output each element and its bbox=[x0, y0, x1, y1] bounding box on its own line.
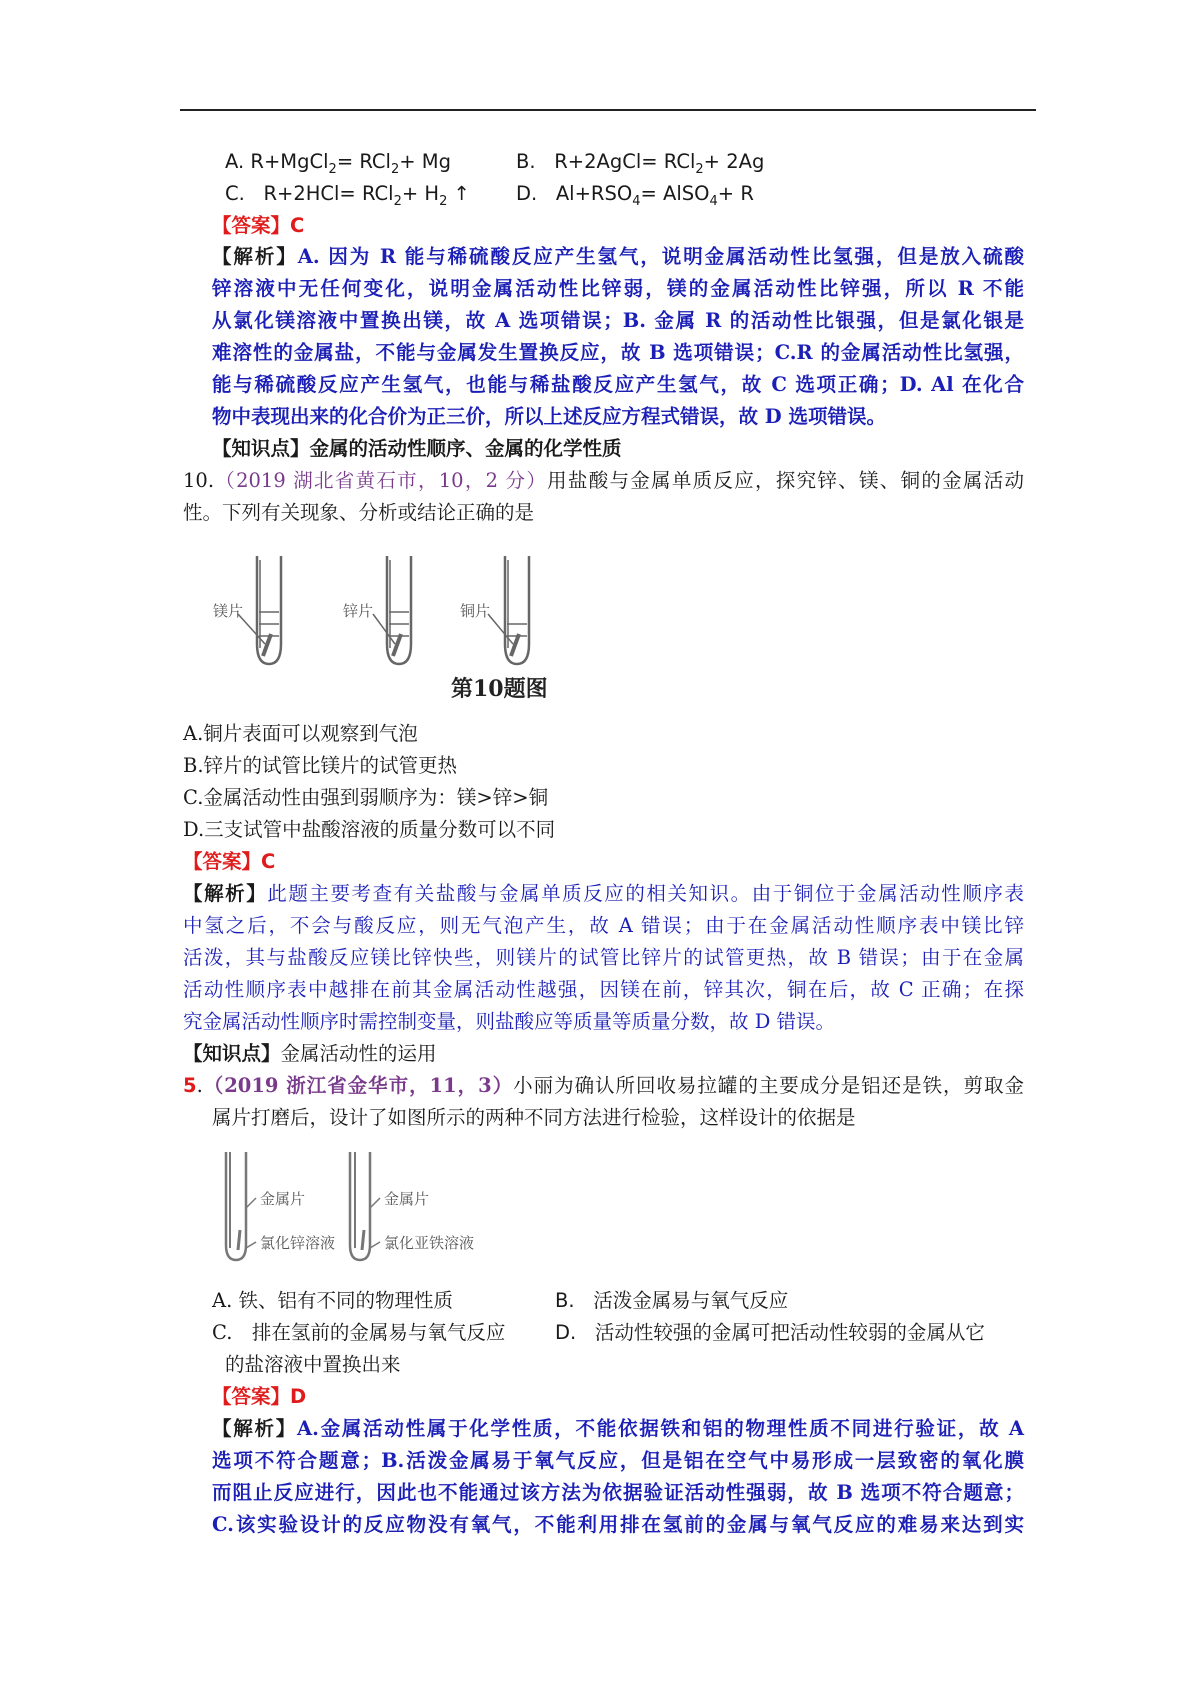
q10-stem: 10.（2019 湖北省黄石市，10，2 分）用盐酸与金属单质反应，探究锌、镁、铜的金属活动 bbox=[183, 469, 1024, 492]
label-metal-strip-2: 金属片 bbox=[384, 1190, 430, 1208]
q9-answer: 【答案】C bbox=[212, 214, 305, 237]
q5-option-c: C. 排在氢前的金属易与氧气反应 bbox=[212, 1321, 506, 1344]
label-ferrous-chloride-solution: 氯化亚铁溶液 bbox=[384, 1234, 475, 1252]
q10-answer: 【答案】C bbox=[183, 850, 276, 873]
q10-test-tube-figure bbox=[213, 552, 553, 672]
q10-analysis-line: 究金属活动性顺序时需控制变量，则盐酸应等质量等质量分数，故 D 错误。 bbox=[183, 1010, 836, 1033]
q10-figure-caption: 第10题图 bbox=[451, 676, 548, 702]
label-copper-strip: 铜片 bbox=[460, 602, 491, 620]
q9-analysis-line: 难溶性的金属盐，不能与金属发生置换反应，故 B 选项错误；C.R 的金属活动性比氢强， bbox=[212, 341, 1024, 364]
q5-option-d: D. 活动性较强的金属可把活动性较弱的金属从它 bbox=[555, 1321, 985, 1344]
q5-analysis-line: 【解析】A.金属活动性属于化学性质，不能依据铁和铝的物理性质不同进行验证，故 A bbox=[212, 1417, 1024, 1440]
q10-option-b: B.锌片的试管比镁片的试管更热 bbox=[183, 754, 458, 777]
q10-analysis-line: 【解析】此题主要考查有关盐酸与金属单质反应的相关知识。由于铜位于金属活动性顺序表 bbox=[183, 882, 1024, 905]
q5-stem-line-2: 属片打磨后，设计了如图所示的两种不同方法进行检验，这样设计的依据是 bbox=[212, 1106, 856, 1129]
header-rule bbox=[180, 109, 1036, 111]
q5-stem: 5.（2019 浙江省金华市，11，3）小丽为确认所回收易拉罐的主要成分是铝还是铁，剪取金 bbox=[183, 1074, 1024, 1097]
q9-analysis-line: 锌溶液中无任何变化，说明金属活动性比锌弱，镁的金属活动性比锌强，所以 R 不能 bbox=[212, 277, 1024, 300]
q9-analysis-line: 物中表现出来的化合价为正三价，所以上述反应方程式错误，故 D 选项错误。 bbox=[212, 405, 886, 428]
q10-analysis-line: 活动性顺序表中越排在前其金属活动性越强，因镁在前，锌其次，铜在后，故 C 正确；在探 bbox=[183, 978, 1024, 1001]
q5-experiment-figure bbox=[210, 1150, 510, 1265]
q9-option-d: D. $Al+RSO_4=$ AlSO$_4$+ R bbox=[516, 182, 754, 209]
q5-option-d-continued: 的盐溶液中置换出来 bbox=[225, 1353, 401, 1376]
q10-option-d: D.三支试管中盐酸溶液的质量分数可以不同 bbox=[183, 818, 556, 841]
label-zinc-chloride-solution: 氯化锌溶液 bbox=[260, 1234, 336, 1252]
label-metal-strip-1: 金属片 bbox=[260, 1190, 306, 1208]
q5-analysis-line: C.该实验设计的反应物没有氧气，不能利用排在氢前的金属与氧气反应的难易来达到实 bbox=[212, 1513, 1024, 1536]
q9-option-c: C. $R+2HCl= RCl_2+ H_2$ ↑ bbox=[225, 182, 470, 209]
q10-analysis-line: 中氢之后，不会与酸反应，则无气泡产生，故 A 错误；由于在金属活动性顺序表中镁比锌 bbox=[183, 914, 1024, 937]
q5-answer: 【答案】D bbox=[212, 1385, 307, 1408]
q9-knowledge: 【知识点】金属的活动性顺序、金属的化学性质 bbox=[212, 437, 622, 460]
q5-analysis-line: 而阻止反应进行，因此也不能通过该方法为依据验证活动性强弱，故 B 选项不符合题意； bbox=[212, 1481, 1024, 1504]
q9-option-b: B. R+2AgCl= RCl$_2$+ 2Ag bbox=[516, 150, 765, 177]
q9-analysis-line: 从氯化镁溶液中置换出镁，故 A 选项错误；B. 金属 R 的活动性比银强，但是氯化银是 bbox=[212, 309, 1024, 332]
q5-option-b: B. 活泼金属易与氧气反应 bbox=[555, 1289, 789, 1312]
q5-option-a: A. 铁、铝有不同的物理性质 bbox=[212, 1289, 453, 1312]
q9-analysis-line: 【解析】A. 因为 R 能与稀硫酸反应产生氢气，说明金属活动性比氢强，但是放入硫酸 bbox=[212, 245, 1024, 268]
q9-option-a: A. R+MgCl$_2$= RCl$_2$+ Mg bbox=[225, 150, 451, 177]
label-zinc-strip: 锌片 bbox=[343, 602, 374, 620]
q9-analysis-line: 能与稀硫酸反应产生氢气，也能与稀盐酸反应产生氢气，故 C 选项正确；D. Al 在化合 bbox=[212, 373, 1024, 396]
q5-analysis-line: 选项不符合题意；B.活泼金属易于氧气反应，但是铝在空气中易形成一层致密的氧化膜 bbox=[212, 1449, 1024, 1472]
q10-stem-line-2: 性。下列有关现象、分析或结论正确的是 bbox=[183, 501, 535, 524]
q10-analysis-line: 活泼，其与盐酸反应镁比锌快些，则镁片的试管比锌片的试管更热，故 B 错误；由于在金属 bbox=[183, 946, 1024, 969]
q10-option-c: C.金属活动性由强到弱顺序为：镁>锌>铜 bbox=[183, 786, 549, 809]
q10-knowledge: 【知识点】金属活动性的运用 bbox=[183, 1042, 437, 1065]
q10-option-a: A.铜片表面可以观察到气泡 bbox=[183, 722, 418, 745]
label-magnesium-strip: 镁片 bbox=[213, 602, 244, 620]
test-tube-ferrous-chloride bbox=[350, 1152, 370, 1260]
